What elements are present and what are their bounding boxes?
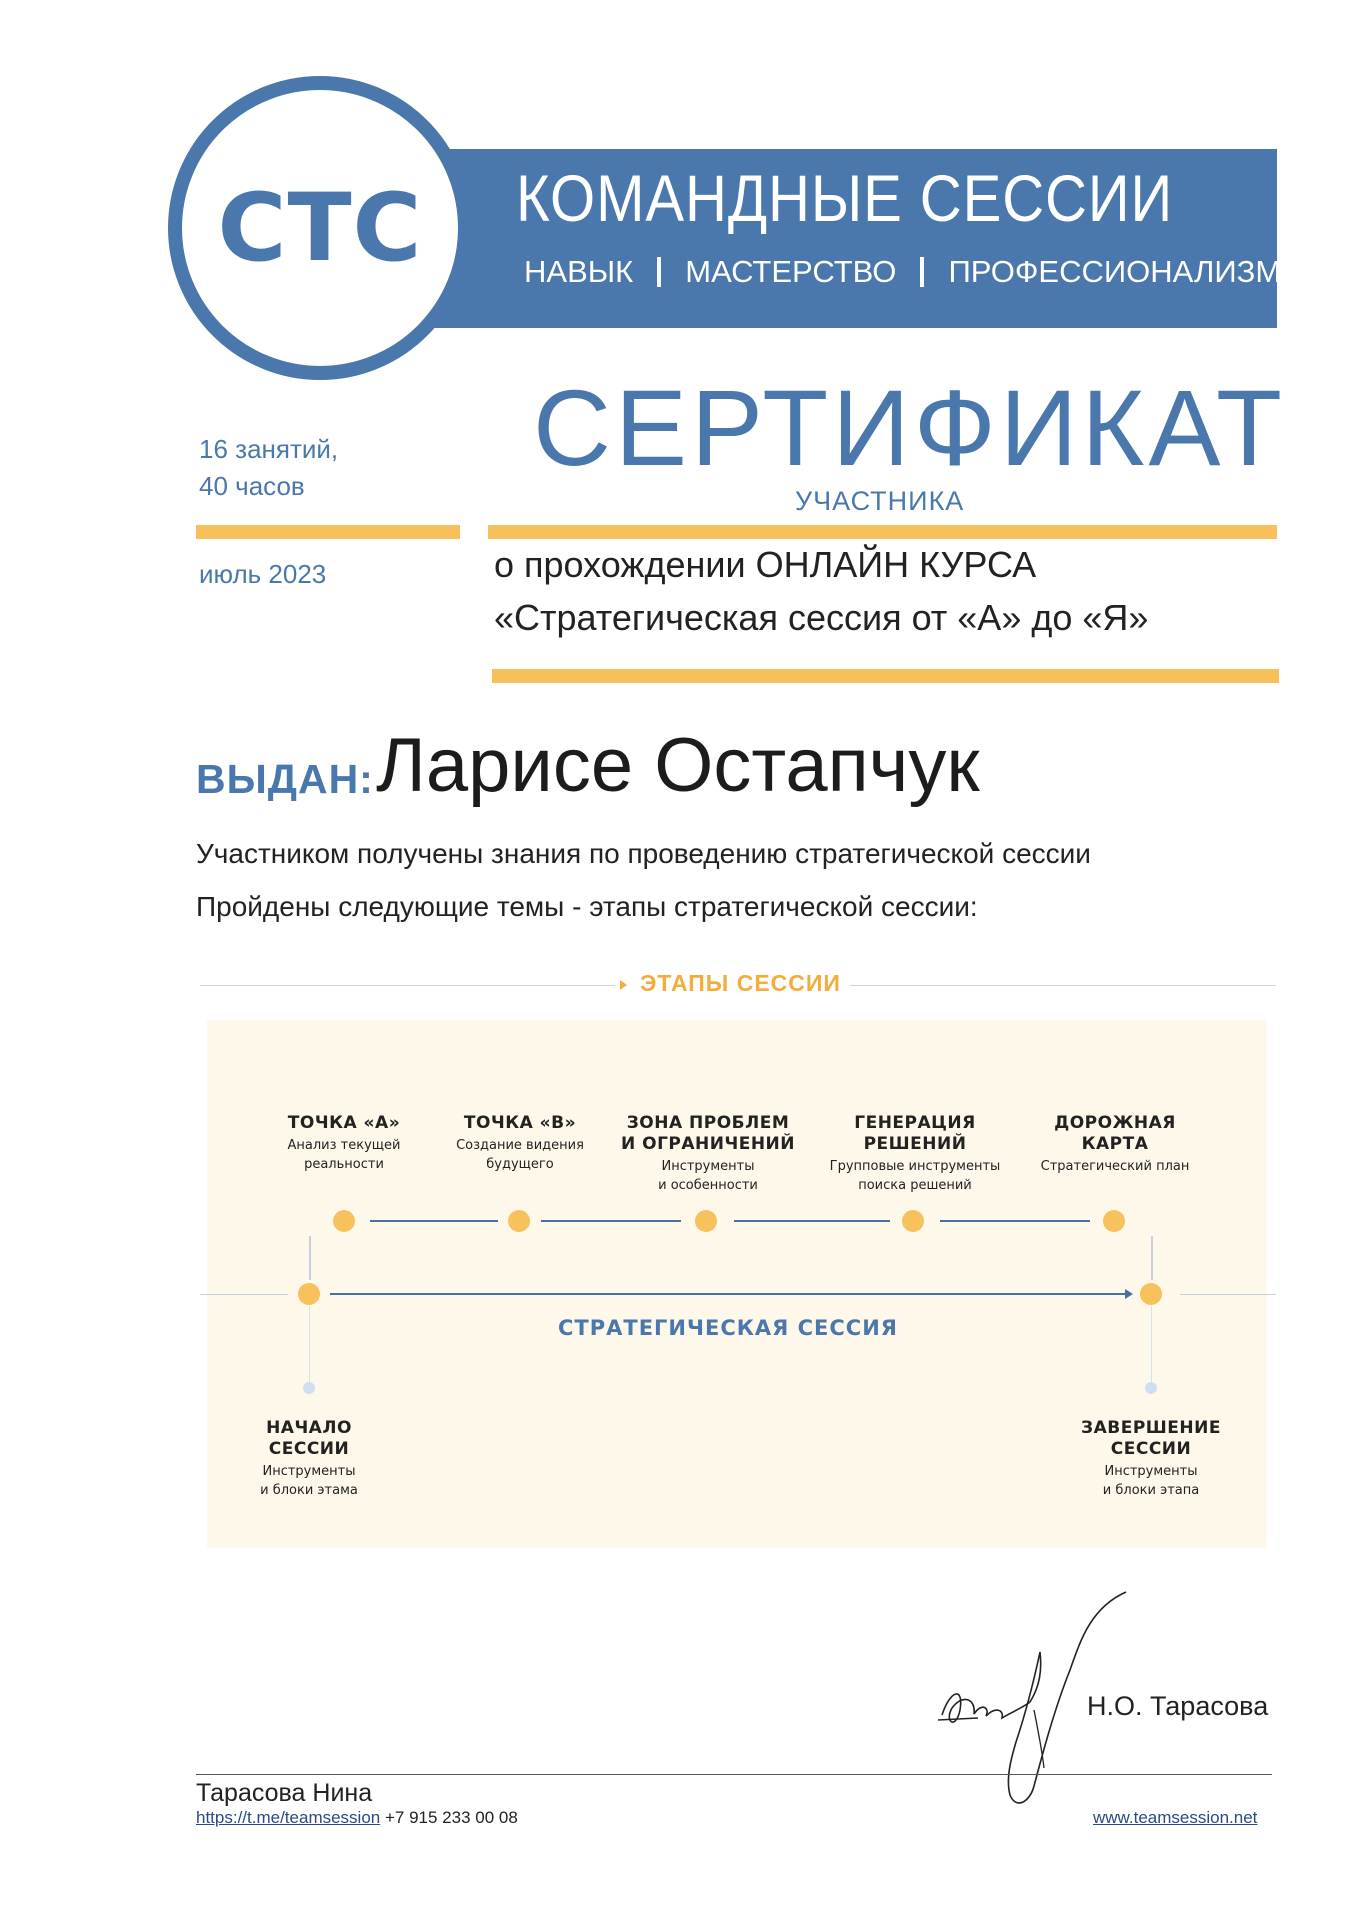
sessions-count: 16 занятий,	[199, 434, 339, 464]
course-date: июль 2023	[199, 559, 327, 589]
stage-node	[333, 1210, 355, 1232]
stage-desc: Стратегический план	[1040, 1159, 1190, 1174]
course-description	[494, 538, 1148, 644]
track-segment	[370, 1220, 498, 1222]
stage-problems	[608, 1113, 808, 1195]
stage-end	[1061, 1418, 1241, 1500]
session-start-node	[298, 1283, 320, 1305]
hours-count: 40 часов	[199, 471, 305, 501]
track-segment	[541, 1220, 681, 1222]
tag-separator	[657, 257, 661, 287]
stage-desc: Анализ текущей	[287, 1138, 401, 1153]
stage-desc: и особенности	[658, 1178, 758, 1193]
stage-desc: Инструменты	[262, 1464, 356, 1479]
footer-name: Тарасова Нина	[196, 1779, 373, 1807]
stage-heading: НАЧАЛО	[266, 1418, 352, 1438]
track-segment	[940, 1220, 1090, 1222]
stages-title: ЭТАПЫ СЕССИИ	[640, 970, 841, 996]
arrow-right-icon	[1125, 1289, 1133, 1299]
stage-start	[229, 1418, 389, 1500]
website-link[interactable]: www.teamsession.net	[1093, 1808, 1258, 1827]
start-marker	[303, 1382, 315, 1394]
stage-heading: СЕССИИ	[268, 1439, 350, 1459]
stage-heading: ЗОНА ПРОБЛЕМ	[626, 1113, 790, 1133]
banner-tags	[524, 254, 1281, 290]
stage-heading: И ОГРАНИЧЕНИЙ	[620, 1134, 796, 1154]
tag-separator	[920, 257, 924, 287]
start-connector	[309, 1306, 310, 1386]
stage-heading: ТОЧКА «В»	[463, 1113, 577, 1133]
session-end-node	[1140, 1283, 1162, 1305]
divider-bottom	[492, 669, 1279, 683]
stage-heading: ЗАВЕРШЕНИЕ	[1081, 1418, 1221, 1438]
stage-heading: ГЕНЕРАЦИЯ	[854, 1113, 976, 1133]
knowledge-statement: Участником получены знания по проведению стратегической сессии	[196, 838, 1091, 869]
tag-mastery: МАСТЕРСТВО	[685, 254, 897, 289]
track-connector	[1151, 1236, 1153, 1280]
stage-desc: реальности	[304, 1157, 384, 1172]
telegram-link[interactable]: https://t.me/teamsession	[196, 1808, 381, 1827]
stage-heading: КАРТА	[1081, 1134, 1149, 1154]
stage-desc: и блоки этапа	[1102, 1483, 1200, 1498]
issued-label: ВЫДАН:	[196, 756, 374, 802]
logo: СТС	[217, 173, 423, 283]
topics-statement: Пройдены следующие темы - этапы стратегической сессии:	[196, 891, 978, 922]
stage-desc: и блоки этама	[260, 1483, 358, 1498]
phone-number: +7 915 233 00 08	[384, 1808, 518, 1827]
stage-solutions	[810, 1113, 1020, 1195]
main-line-right	[1180, 1294, 1276, 1295]
banner-title: КОМАНДНЫЕ СЕССИИ	[516, 161, 1174, 235]
stage-desc: Создание видения	[456, 1138, 584, 1153]
stage-heading: ТОЧКА «А»	[287, 1113, 401, 1133]
stage-heading: РЕШЕНИЙ	[863, 1134, 967, 1154]
stage-point-b	[440, 1113, 600, 1174]
recipient-name: Ларисе Остапчук	[376, 723, 980, 808]
track-segment	[734, 1220, 890, 1222]
certificate-title: СЕРТИФИКАТ	[533, 367, 1287, 488]
track-connector	[309, 1236, 311, 1280]
main-line	[330, 1293, 1127, 1295]
arrow-right-icon	[620, 980, 627, 990]
footer-contacts	[196, 1808, 518, 1828]
tag-skill: НАВЫК	[524, 254, 634, 289]
stage-node	[1103, 1210, 1125, 1232]
footer-divider	[196, 1774, 1272, 1775]
stage-heading: СЕССИИ	[1110, 1439, 1192, 1459]
stages-rule-right	[850, 985, 1276, 986]
course-line-2: «Стратегическая сессия от «А» до «Я»	[494, 597, 1149, 638]
tag-professionalism: ПРОФЕССИОНАЛИЗМ	[948, 254, 1282, 289]
stage-heading: ДОРОЖНАЯ	[1054, 1113, 1176, 1133]
stage-desc: Инструменты	[661, 1159, 755, 1174]
stages-rule-left	[200, 985, 615, 986]
stage-node	[695, 1210, 717, 1232]
main-line-left	[200, 1294, 288, 1295]
stage-node	[902, 1210, 924, 1232]
stage-desc: будущего	[486, 1157, 554, 1172]
end-connector	[1151, 1306, 1152, 1386]
strategic-session-label: СТРАТЕГИЧЕСКАЯ СЕССИЯ	[558, 1316, 898, 1340]
certificate-subtitle: УЧАСТНИКА	[795, 486, 965, 516]
end-marker	[1145, 1382, 1157, 1394]
signatory-name: Н.О. Тарасова	[1087, 1691, 1269, 1721]
stage-node	[508, 1210, 530, 1232]
divider-top	[488, 525, 1277, 539]
course-line-1: о прохождении ОНЛАЙН КУРСА	[494, 544, 1037, 585]
stage-desc: Инструменты	[1104, 1464, 1198, 1479]
stage-desc: поиска решений	[858, 1178, 972, 1193]
stage-roadmap	[1025, 1113, 1205, 1176]
stage-desc: Групповые инструменты	[829, 1159, 1001, 1174]
divider-left	[196, 525, 460, 539]
stage-point-a	[264, 1113, 424, 1174]
